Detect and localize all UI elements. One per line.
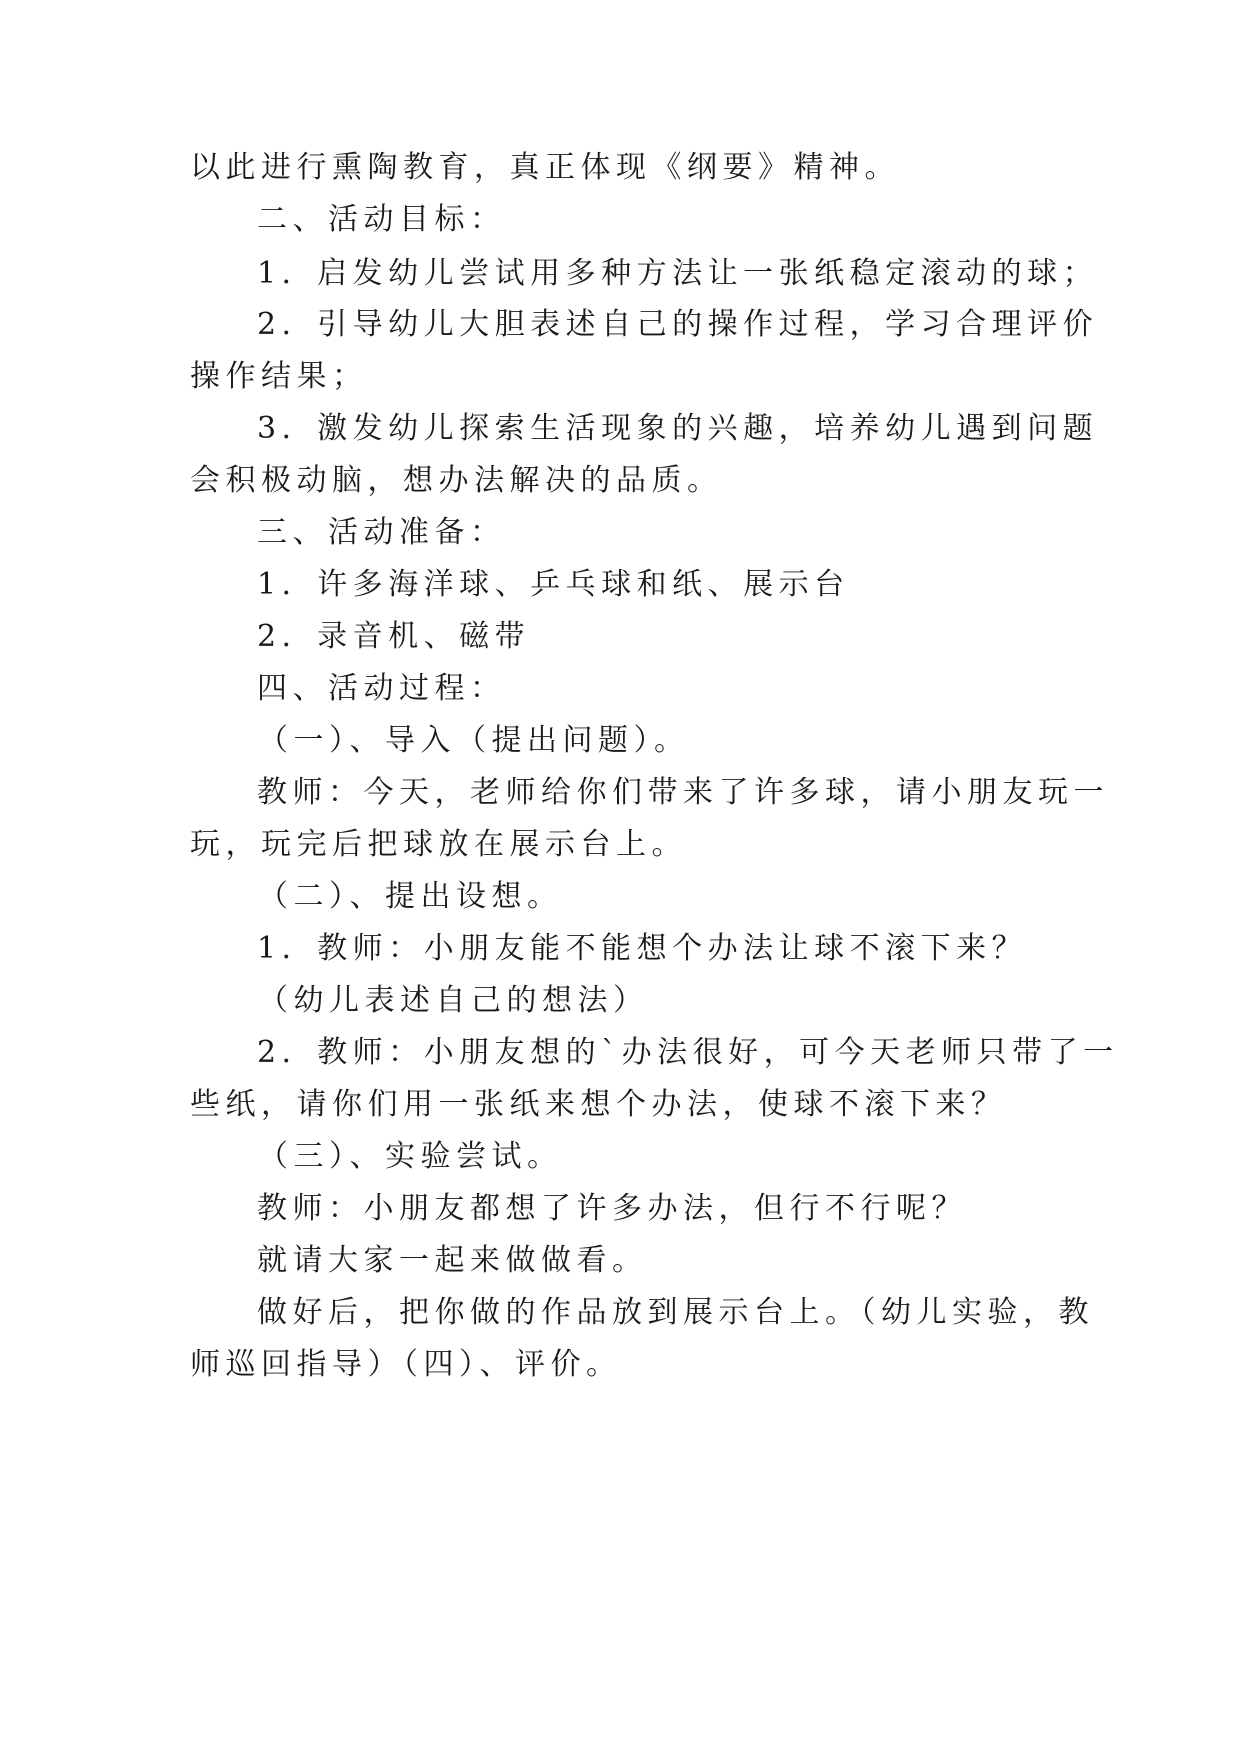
paragraph-line: （幼儿表述自己的想法） [258,983,649,1018]
goal-item-3-continued: 会积极动脑，想办法解决的品质。 [190,463,723,498]
process-step-1-heading: （一）、导入（提出问题）。 [258,723,690,758]
paragraph-line: 做好后，把你做的作品放到展示台上。（幼儿实验，教 [257,1295,1094,1330]
paragraph-line: 就请大家一起来做做看。 [257,1243,648,1278]
section-heading-goals: 二、活动目标： [257,202,506,237]
section-heading-preparation: 三、活动准备： [257,515,506,550]
paragraph-line: 些纸，请你们用一张纸来想个办法，使球不滚下来？ [190,1087,1007,1122]
preparation-item-2: 2．录音机、磁带 [257,619,531,654]
goal-item-2-continued: 操作结果； [190,359,368,394]
process-step-2-heading: （二）、提出设想。 [258,879,563,914]
paragraph-line: 教师：今天，老师给你们带来了许多球，请小朋友玩一 [257,775,1109,810]
section-heading-process: 四、活动过程： [257,671,506,706]
process-step-3-heading: （三）、实验尝试。 [258,1139,563,1174]
goal-item-3: 3．激发幼儿探索生活现象的兴趣，培养幼儿遇到问题 [257,411,1099,446]
paragraph-line: 玩，玩完后把球放在展示台上。 [190,827,687,862]
paragraph-line: 2．教师：小朋友想的`办法很好，可今天老师只带了一 [257,1035,1119,1070]
preparation-item-1: 1．许多海洋球、乒乓球和纸、展示台 [257,567,850,602]
goal-item-2: 2．引导幼儿大胆表述自己的操作过程，学习合理评价 [257,307,1099,342]
paragraph-line: 以此进行熏陶教育，真正体现《纲要》精神。 [190,150,900,185]
paragraph-line: 师巡回指导）（四）、评价。 [190,1347,622,1382]
paragraph-line: 教师：小朋友都想了许多办法，但行不行呢？ [257,1191,967,1226]
paragraph-line: 1．教师：小朋友能不能想个办法让球不滚下来？ [257,931,1028,966]
goal-item-1: 1．启发幼儿尝试用多种方法让一张纸稳定滚动的球； [257,256,1099,291]
